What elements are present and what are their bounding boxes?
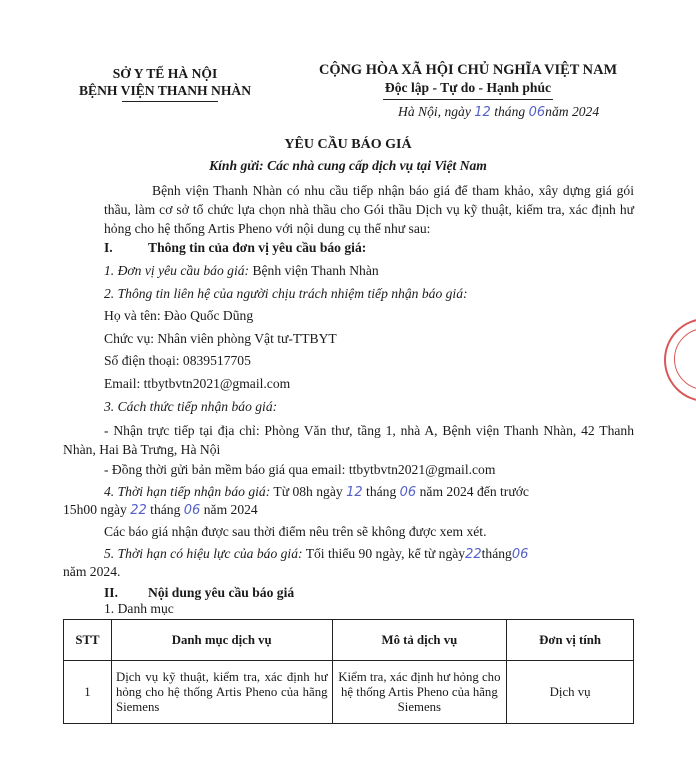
contact-position: Chức vụ: Nhân viên phòng Vật tư-TTBYT bbox=[104, 331, 337, 346]
hospital-name: BỆNH VIỆN THANH NHÀN bbox=[78, 83, 252, 98]
cell-unit: Dịch vụ bbox=[507, 661, 634, 724]
item3-label: 3. Cách thức tiếp nhận báo giá: bbox=[104, 399, 278, 414]
item4-line2 bbox=[63, 502, 258, 518]
table-header-row bbox=[64, 620, 634, 661]
section1-title: Thông tin của đơn vị yêu cầu báo giá: bbox=[148, 240, 367, 255]
motto: Độc lập - Tự do - Hạnh phúc bbox=[384, 80, 552, 95]
item4-line1 bbox=[104, 484, 529, 500]
receive-email: - Đồng thời gửi bản mềm báo giá qua email: ttbytbvtn2021@gmail.com bbox=[104, 462, 496, 477]
contact-phone: Số điện thoại: 0839517705 bbox=[104, 353, 251, 368]
contact-name: Họ và tên: Đào Quốc Dũng bbox=[104, 308, 254, 323]
section1-number: I. bbox=[104, 240, 113, 255]
handwritten-start-day: 12 bbox=[346, 485, 363, 500]
item4-label: 4. Thời hạn tiếp nhận báo giá: bbox=[104, 484, 271, 499]
item1-label: 1. Đơn vị yêu cầu báo giá: bbox=[104, 263, 250, 278]
section2-number: II. bbox=[104, 585, 118, 600]
handwritten-valid-month: 06 bbox=[511, 547, 529, 562]
nation-title: CỘNG HÒA XÃ HỘI CHỦ NGHĨA VIỆT NAM bbox=[318, 62, 618, 78]
item1-value: Bệnh viện Thanh Nhàn bbox=[252, 263, 379, 278]
red-stamp-inner-ring bbox=[674, 328, 696, 390]
hospital-name-underline bbox=[122, 101, 218, 102]
item4-text-c: năm 2024 đến trước bbox=[419, 484, 529, 499]
header-unit: Đơn vị tính bbox=[507, 620, 634, 661]
intro-paragraph: Bệnh viện Thanh Nhàn có nhu cầu tiếp nhận báo giá để tham khảo, xây dựng giá gói thầu, làm cơ sở tổ chức lựa chọn nhà thầu cho Gói thầu Dịch vụ kỹ thuật, kiểm tra, xác định hư hỏng cho hệ thống Artis Pheno với nội dung cụ thể như sau: bbox=[104, 183, 634, 236]
item4-text-e: tháng bbox=[150, 502, 181, 517]
handwritten-end-day: 22 bbox=[130, 503, 147, 518]
red-stamp bbox=[664, 318, 696, 402]
cell-stt: 1 bbox=[64, 661, 112, 724]
department-name: SỞ Y TẾ HÀ NỘI bbox=[112, 66, 218, 81]
item5-text-a: Tối thiểu 90 ngày, kể từ ngày bbox=[305, 546, 466, 561]
handwritten-day: 12 bbox=[474, 105, 491, 120]
item4-text-a: Từ 08h ngày bbox=[273, 484, 343, 499]
motto-underline bbox=[383, 99, 553, 100]
late-note: Các báo giá nhận được sau thời điểm nêu trên sẽ không được xem xét. bbox=[104, 524, 487, 539]
date-year: năm 2024 bbox=[545, 104, 600, 119]
receive-direct: - Nhận trực tiếp tại địa chỉ: Phòng Văn thư, tầng 1, nhà A, Bệnh viện Thanh Nhàn, 42 Thanh Nhàn, Hai Bà Trưng, Hà Nội bbox=[63, 423, 634, 457]
cell-service: Dịch vụ kỹ thuật, kiểm tra, xác định hư hỏng cho hệ thống Artis Pheno của hãng Siemens bbox=[111, 661, 332, 724]
document-title: YÊU CẦU BÁO GIÁ bbox=[284, 137, 412, 152]
item4-text-f: năm 2024 bbox=[203, 502, 258, 517]
salutation: Kính gửi: Các nhà cung cấp dịch vụ tại Việt Nam bbox=[209, 158, 487, 173]
item4-text-d: 15h00 ngày bbox=[63, 502, 127, 517]
item5-line2: năm 2024. bbox=[63, 564, 121, 579]
header-service: Danh mục dịch vụ bbox=[111, 620, 332, 661]
item5-line1 bbox=[104, 546, 528, 562]
handwritten-valid-day: 22 bbox=[465, 547, 482, 562]
handwritten-month: 06 bbox=[528, 105, 546, 120]
item2-label: 2. Thông tin liên hệ của người chịu trách nhiệm tiếp nhận báo giá: bbox=[104, 286, 468, 301]
service-table bbox=[63, 619, 634, 724]
contact-email: Email: ttbytbvtn2021@gmail.com bbox=[104, 376, 291, 391]
item5-label: 5. Thời hạn có hiệu lực của báo giá: bbox=[104, 546, 303, 561]
section2-sub1: 1. Danh mục bbox=[104, 601, 174, 616]
item1 bbox=[104, 263, 379, 279]
date-prefix: Hà Nội, ngày bbox=[398, 104, 471, 119]
cell-description: Kiểm tra, xác định hư hỏng cho hệ thống Artis Pheno của hãng Siemens bbox=[332, 661, 507, 724]
date-month-word: tháng bbox=[494, 104, 526, 119]
table-row bbox=[64, 661, 634, 724]
item5-text-b: tháng bbox=[481, 546, 512, 561]
handwritten-start-month: 06 bbox=[399, 485, 417, 500]
date-line bbox=[398, 104, 599, 120]
handwritten-end-month: 06 bbox=[183, 503, 201, 518]
item4-text-b: tháng bbox=[366, 484, 397, 499]
section2-title: Nội dung yêu cầu báo giá bbox=[148, 585, 295, 600]
header-stt: STT bbox=[64, 620, 112, 661]
header-description: Mô tả dịch vụ bbox=[332, 620, 507, 661]
